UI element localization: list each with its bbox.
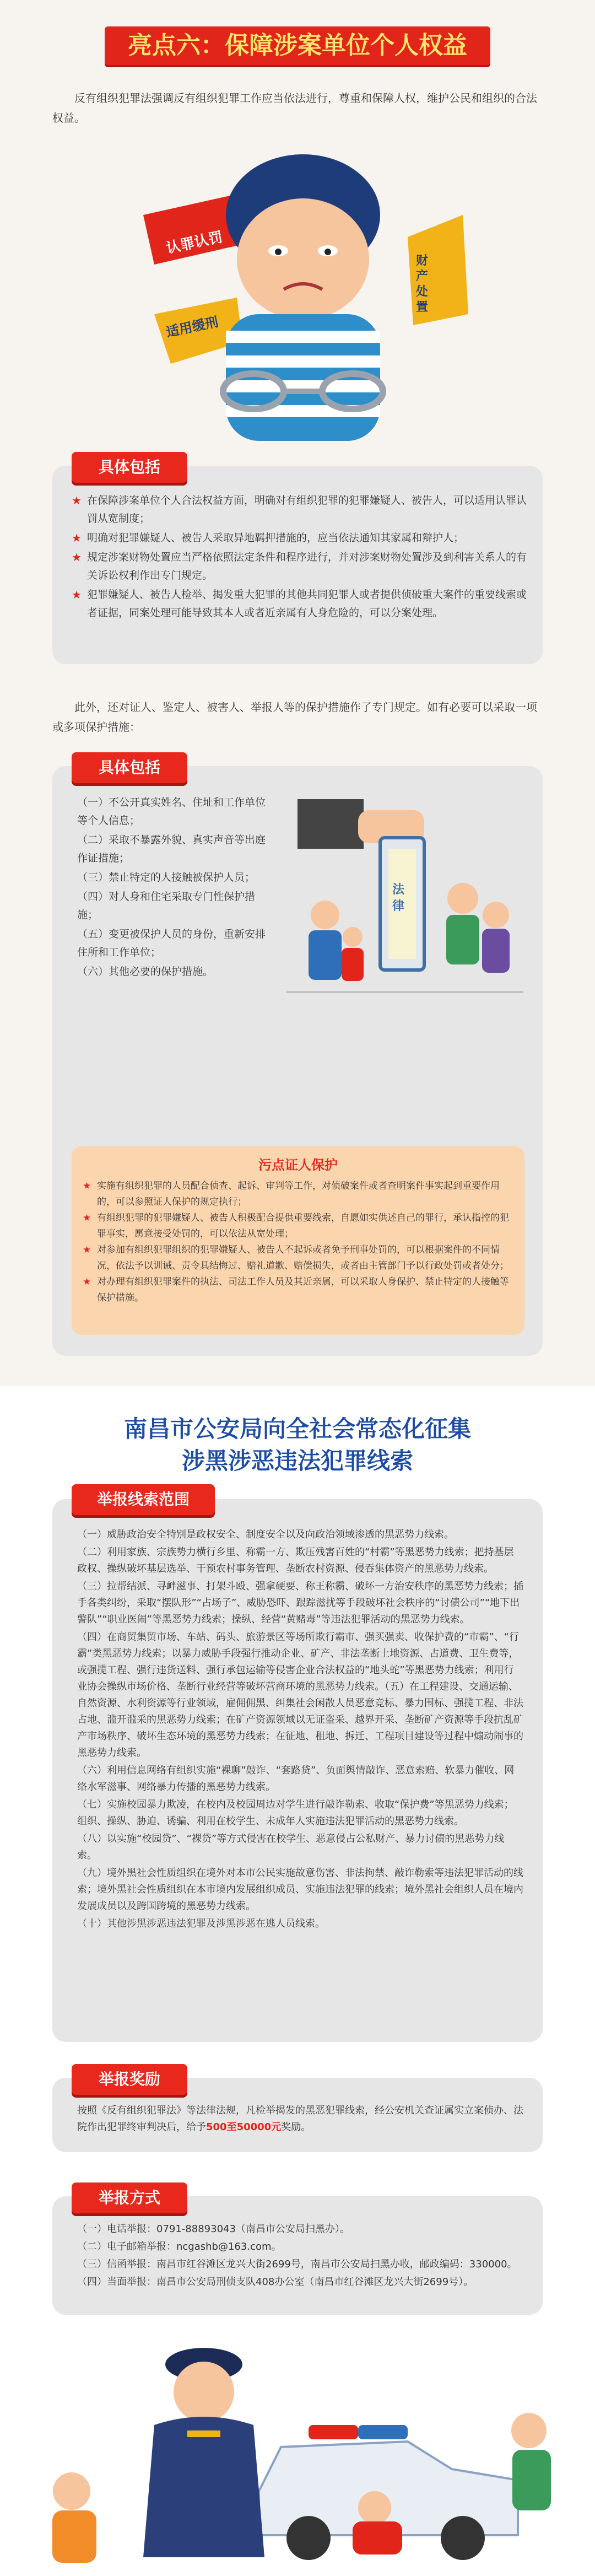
- card2-tag: 具体包括: [72, 752, 187, 783]
- card1-tag: 具体包括: [72, 452, 187, 483]
- book-label: 法律: [392, 883, 405, 913]
- intro-paragraph: 反有组织犯罪法强调反有组织犯罪工作应当依法进行，尊重和保障人权，维护公民和组织的合法权益。: [52, 91, 537, 125]
- list-item: ★ 犯罪嫌疑人、被告人检举、揭发重大犯罪的其他共同犯罪人或者提供侦破重大案件的重要线索或者证据，同案处理可能导致其本人或者近亲属有人身危险的，可以分案处理。: [72, 586, 529, 622]
- list-item: （九）境外黑社会性质组织在境外对本市公民实施故意伤害、非法拘禁、敲诈勒索等违法犯罪活动的线索；境外黑社会性质组织在本市境内发展组织成员、实施违法犯罪的线索；境外黑社会组织人员在境内发展成员以及跨国跨境的黑恶势力线索。: [77, 1867, 523, 1912]
- sign-text-renzui: 认罪认罚: [165, 229, 225, 257]
- tainted-witness-box: [72, 1146, 524, 1335]
- witness-title: 污点证人保护: [258, 1157, 338, 1173]
- card2-list: [77, 794, 270, 982]
- list-item: （十）其他涉黑涉恶违法犯罪及涉黑涉恶在逃人员线索。: [77, 1918, 325, 1930]
- list-item: （三）禁止特定的人接触被保护人员；: [77, 871, 256, 883]
- fleeing-criminal-right: [511, 2413, 551, 2510]
- list-item: （四）对人身和住宅采取专门性保护措施；: [77, 891, 256, 921]
- reward-text: [77, 2103, 523, 2136]
- attackers: [446, 883, 510, 973]
- victims: [309, 901, 364, 981]
- list-item: ★ 对参加有组织犯罪组织的犯罪嫌疑人、被告人不起诉或者免予刑事处罚的，可以根据案件的不同情况，依法予以训诫、责令具结悔过、赔礼道歉、赔偿损失，或者由主管部门予以行政处罚或者处分；: [83, 1242, 518, 1274]
- list-item: （三）拉帮结派、寻衅滋事、打架斗殴、强拿硬要、称王称霸、破坏一方治安秩序的黑恶势力线索；插手各类纠纷，采取“摆队形”“占场子”、威胁恐吓、跟踪滋扰等手段破坏社会秩序的“讨债公司”“地下出警队”“职业医闹”等黑恶势力线索；操纵、经营“黄赌毒”等违法犯罪活动的黑恶势力线索。: [77, 1581, 523, 1625]
- list-item: （四）在商贸集贸市场、车站、码头、旅游景区等场所欺行霸市、强买强卖、收保护费的“市霸”、“行霸”类黑恶势力线索；以暴力威胁手段强行推动企业、矿产、非法垄断土地资源、占道费、卫生费等，或强揽工程、强行违货送料、强行承包运输等侵害企业合法权益的“地头蛇”等黑恶势力线索；利用行业协会操纵市场价格、垄断行业经营等破坏营商环境的黑恶势力线索。（五）在工程建设、交通运输、自然资源、水利资源等行业领域，雇佣佣黑、纠集社会闲散人员恶意竞标、暴力围标、强揽工程、非法占地、滥开滥采的黑恶势力线索；在矿产资源领域以无证盗采、越界开采、垄断矿产资源等手段抗乱矿产市场秩序、破坏生态环境的黑恶势力线索；在征地、租地、拆迁、工程项目建设等过程中煽动闹事的黑恶势力线索。: [77, 1631, 523, 1759]
- list-item: （八）以实施“校园贷”、“裸贷”等方式侵害在校学生、恶意侵占公私财产、暴力讨债的黑恶势力线索。: [77, 1833, 505, 1861]
- list-item: （六）其他必要的保护措施。: [77, 966, 214, 978]
- list-item: （二）采取不暴露外貌、真实声音等出庭作证措施；: [77, 834, 266, 864]
- list-item: （五）变更被保护人员的身份，重新安排住所和工作单位；: [77, 928, 266, 958]
- notice-title-line2: 涉黑涉恶违法犯罪线索: [181, 1447, 413, 1474]
- sign-text-huanxing: 适用缓刑: [165, 314, 220, 341]
- fleeing-criminal-left: [52, 2472, 96, 2563]
- contact-phone: （一）电话举报：0791-88893043（南昌市公安局扫黑办）。: [77, 2223, 350, 2235]
- list-item: （七）实施校园暴力欺凌，在校内及校园周边对学生进行敲诈勒索、收取“保护费”等黑恶势力线索；组织、操纵、胁迫、诱骗、利用在校学生、未成年人实施违法犯罪活动的黑恶势力线索。: [77, 1799, 514, 1827]
- list-item: （二）利用家族、宗族势力横行乡里、称霸一方、欺压残害百姓的“村霸”等黑恶势力线索；把持基层政权、操纵破坏基层选举、干预农村事务管理、垄断农村资源、侵吞集体资产的黑恶势力线索。: [77, 1546, 514, 1575]
- striped-shirt: [226, 314, 380, 441]
- scope-list: [77, 1527, 523, 1933]
- sign-text-caichan: 财产处置: [416, 254, 429, 314]
- reward-amount: 500至50000元: [206, 2121, 282, 2133]
- list-item: ★ 规定涉案财物处置应当严格依照法定条件和程序进行，并对涉案财物处置涉及到利害关系人的有关诉讼权利作出专门规定。: [72, 548, 529, 585]
- list-item: ★ 明确对犯罪嫌疑人、被告人采取异地羁押措施的，应当依法通知其家属和辩护人；: [72, 529, 529, 547]
- list-item: （六）利用信息网络有组织实施“裸聊”敲诈、“套路贷”、负面舆情敲诈、恶意索赔、软暴力催收、网络水军滋事、网络暴力传播的黑恶势力线索。: [77, 1765, 515, 1793]
- scope-tag: 举报线索范围: [72, 1484, 215, 1515]
- notice-title-line1: 南昌市公安局向全社会常态化征集: [123, 1415, 471, 1442]
- police-officer: [143, 2348, 264, 2557]
- reward-text-b: 奖励。: [281, 2121, 311, 2133]
- contact-letter: （三）信函举报：南昌市红谷滩区龙兴大街2699号，南昌市公安局扫黑办收，邮政编码：330000。: [77, 2259, 517, 2270]
- card1-list: [72, 492, 529, 623]
- contact-in-person: （四）当面举报：南昌市公安局刑侦支队408办公室（南昌市红谷滩区龙兴大街2699号）。: [77, 2276, 474, 2288]
- contact-list: [77, 2221, 523, 2292]
- contact-tag: 举报方式: [72, 2182, 187, 2213]
- list-item: ★ 有组织犯罪的犯罪嫌疑人、被告人积极配合提供重要线索，自愿如实供述自己的罪行，承认指控的犯罪事实，愿意接受处罚的，可以依法从宽处理；: [83, 1210, 518, 1242]
- list-item: （一）不公开真实姓名、住址和工作单位等个人信息；: [77, 796, 266, 827]
- list-item: （一）威胁政治安全特别是政权安全、制度安全以及向政治领域渗透的黑恶势力线索。: [77, 1529, 454, 1540]
- contact-email: （二）电子邮箱举报：ncgashb@163.com。: [77, 2241, 282, 2252]
- section-banner: [105, 26, 490, 65]
- police-arrest-illustration: [22, 2326, 573, 2568]
- list-item: ★ 实施有组织犯罪的人员配合侦查、起诉、审判等工作，对侦破案件或者查明案件事实起到重要作用的，可以参照证人保护的规定执行；: [83, 1178, 518, 1210]
- reward-tag: 举报奖励: [72, 2064, 187, 2095]
- list-item: ★ 对办理有组织犯罪案件的执法、司法工作人员及其近亲属，可以采取人身保护、禁止特定的人接触等保护措施。: [83, 1274, 518, 1306]
- protect-paragraph: 此外，还对证人、鉴定人、被害人、举报人等的保护措施作了专门规定。如有必要可以采取一项或多项保护措施：: [52, 700, 537, 734]
- list-item: ★ 在保障涉案单位个人合法权益方面，明确对有组织犯罪的犯罪嫌疑人、被告人，可以适用认罪认罚从宽制度；: [72, 492, 529, 528]
- reward-text-a: 按照《反有组织犯罪法》等法律法规，凡检举揭发的黑恶犯罪线索，经公安机关查证属实立案侦办、法院作出犯罪终审判决后，给予: [77, 2105, 523, 2133]
- banner-title: 亮点六：保障涉案单位个人权益: [128, 31, 467, 60]
- witness-list: [83, 1178, 518, 1306]
